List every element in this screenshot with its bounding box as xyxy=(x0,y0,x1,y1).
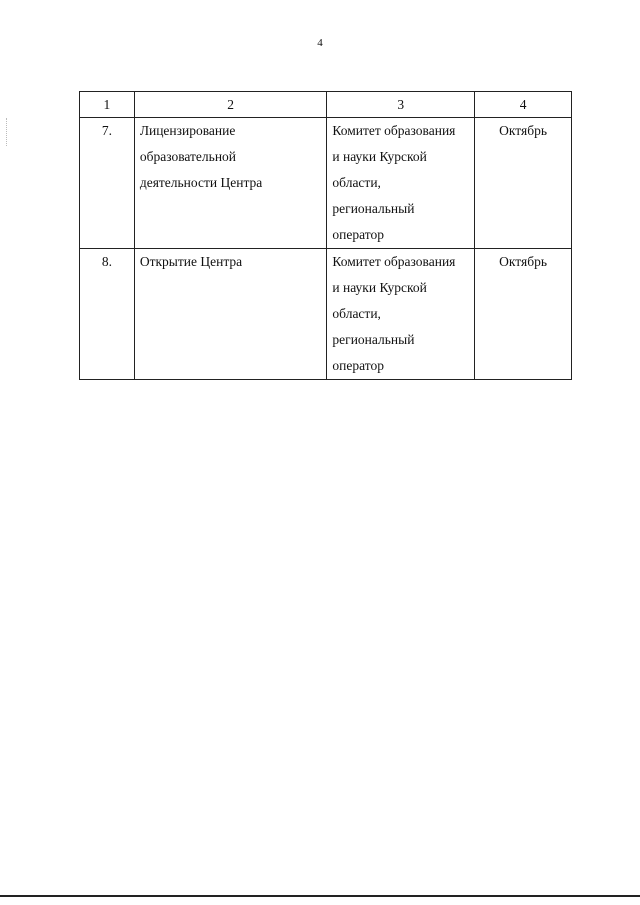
term-cell: Октябрь xyxy=(475,249,572,380)
scan-margin-mark xyxy=(6,118,8,146)
table-row xyxy=(80,118,572,249)
task-cell xyxy=(134,249,327,380)
term-cell: Октябрь xyxy=(475,118,572,249)
task-cell xyxy=(134,118,327,249)
row-number: 7. xyxy=(80,118,135,249)
task-text: Лицензирование образовательной деятельности Центра xyxy=(139,123,263,190)
row-number: 8. xyxy=(80,249,135,380)
responsible-text: Комитет образования и науки Курской области, региональный оператор xyxy=(332,254,456,373)
table-header-row xyxy=(80,92,572,118)
responsible-cell xyxy=(327,118,475,249)
table-row xyxy=(80,249,572,380)
task-text: Открытие Центра xyxy=(139,254,243,269)
responsible-text: Комитет образования и науки Курской области, региональный оператор xyxy=(332,123,456,242)
responsible-cell xyxy=(327,249,475,380)
plan-table xyxy=(79,91,572,380)
column-header-1: 1 xyxy=(80,92,135,118)
page-number: 4 xyxy=(317,37,323,49)
column-header-2: 2 xyxy=(134,92,327,118)
column-header-4: 4 xyxy=(475,92,572,118)
column-header-3: 3 xyxy=(327,92,475,118)
bottom-rule xyxy=(0,895,640,897)
